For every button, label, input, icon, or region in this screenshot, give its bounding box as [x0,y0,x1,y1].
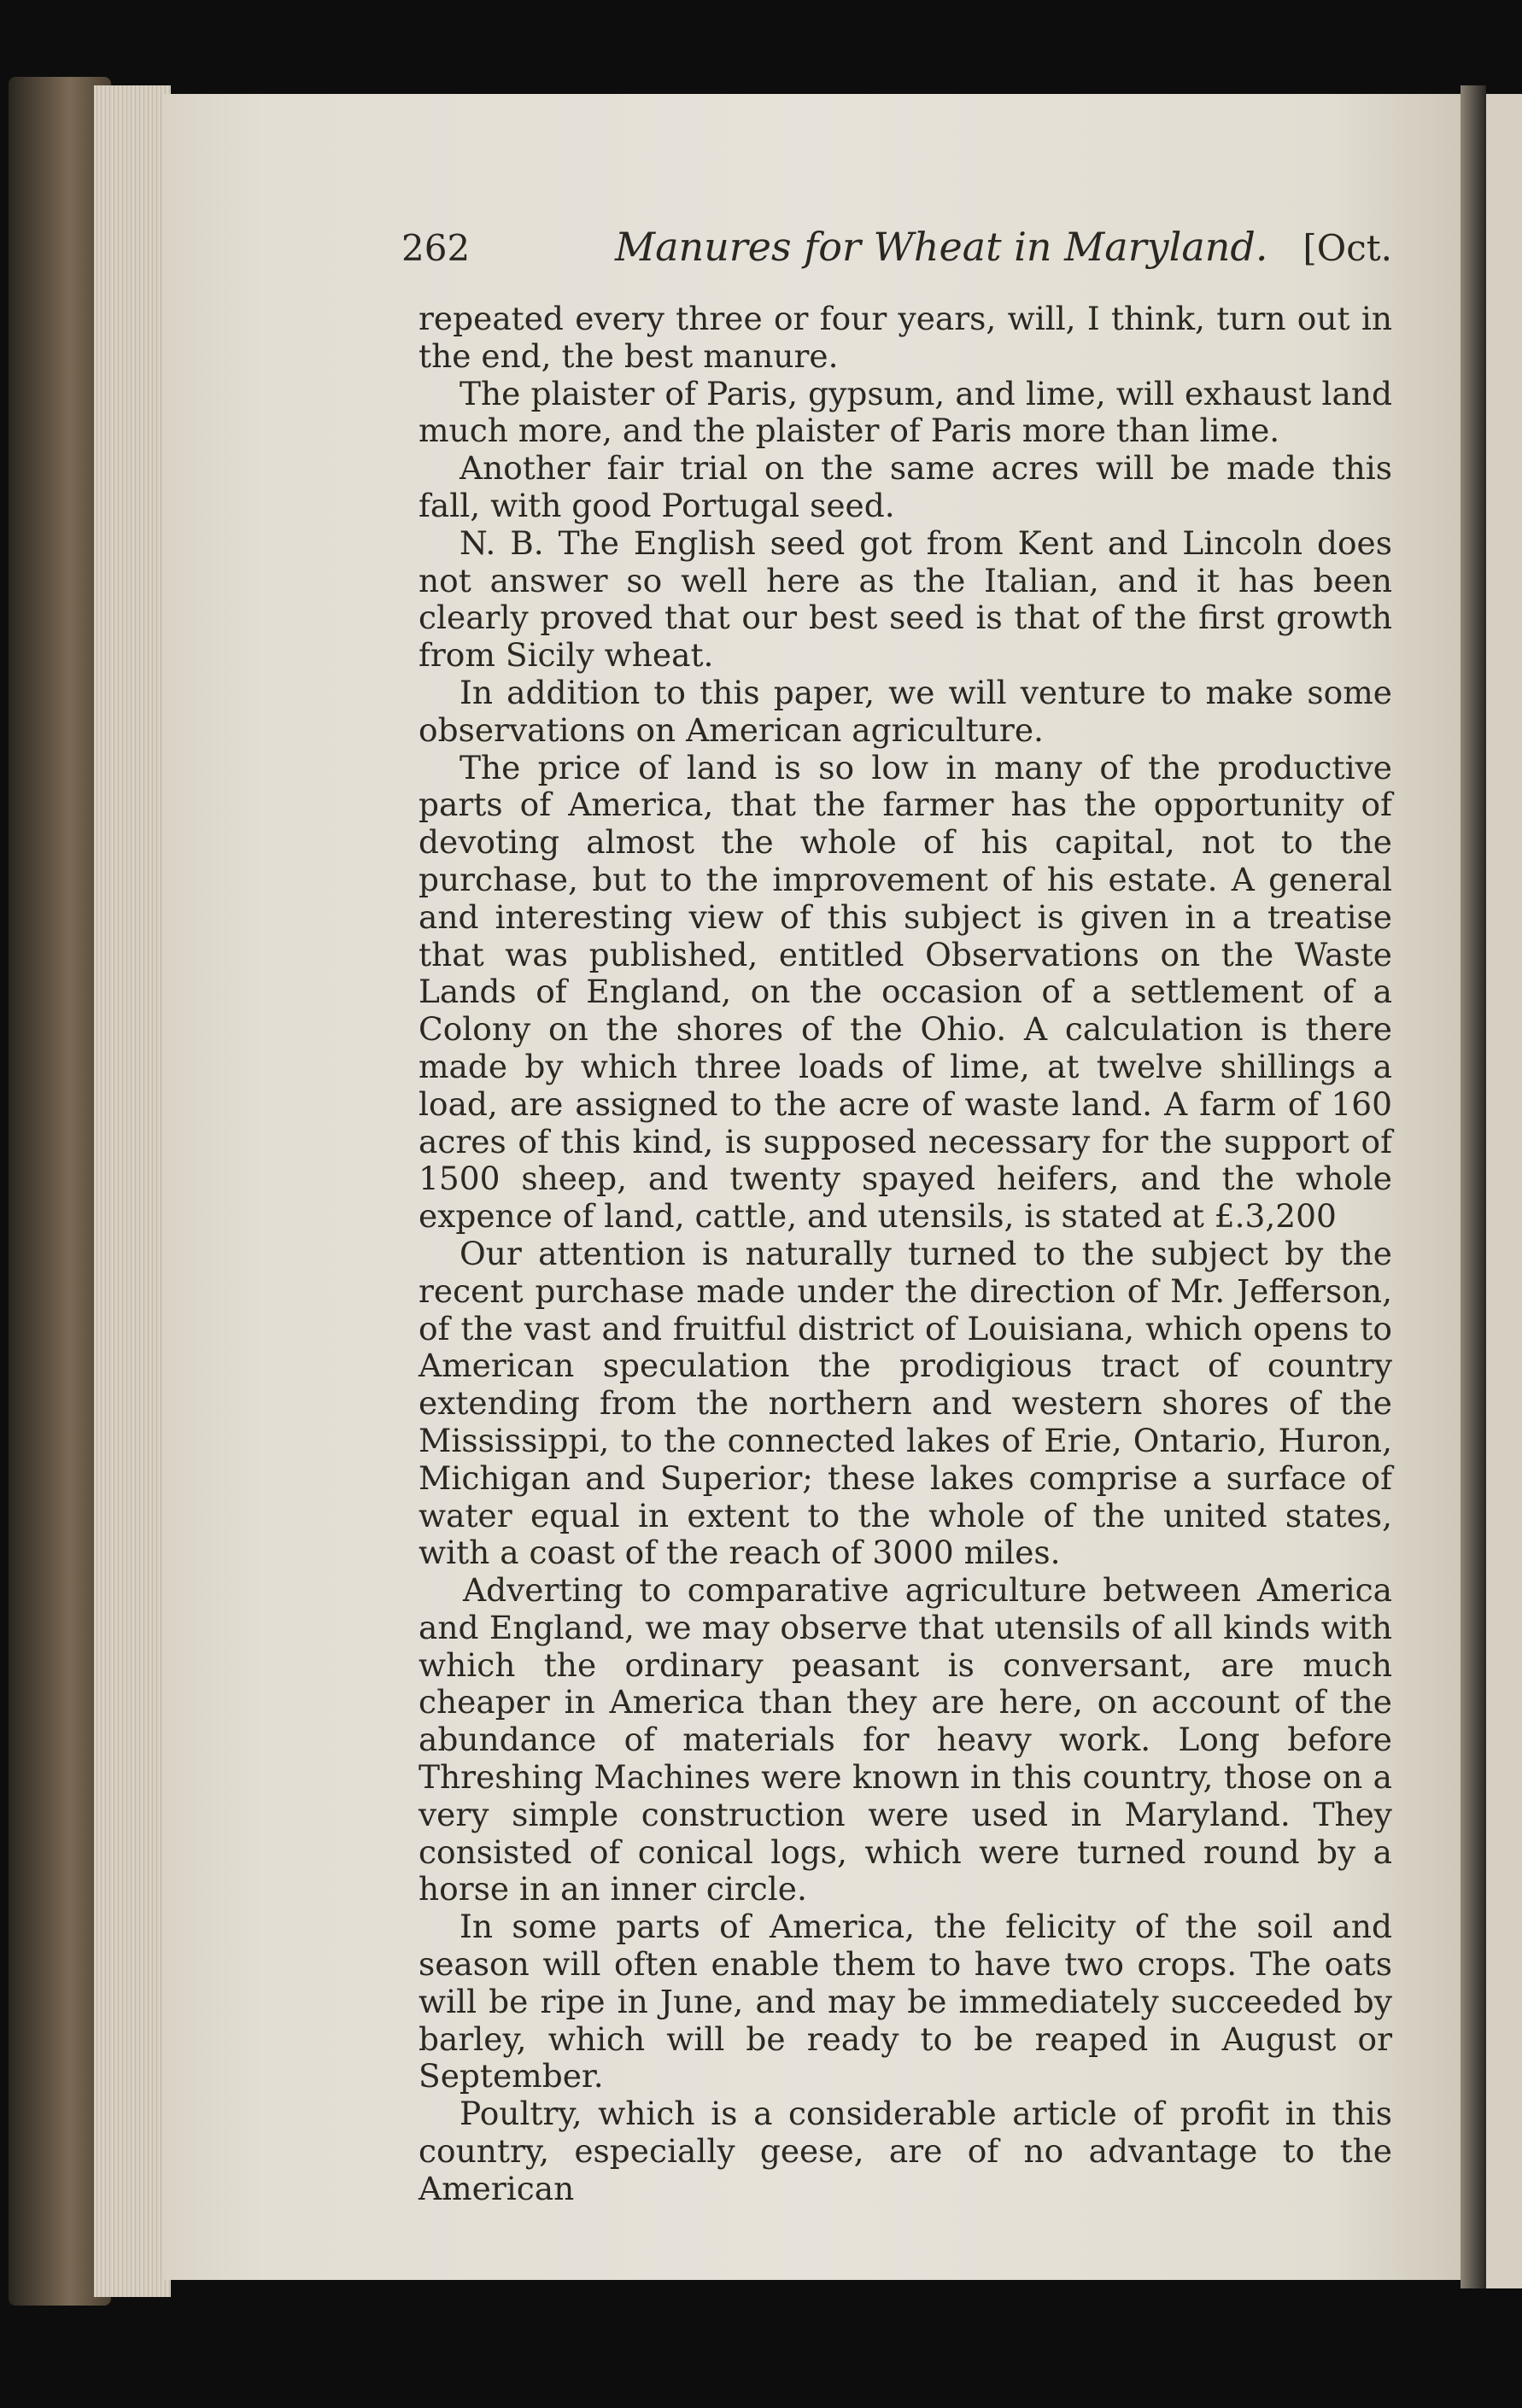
body-text [419,301,1392,2208]
running-month: [Oct. [1302,227,1392,269]
book-gutter [1461,85,1486,2288]
paragraph-8: Adverting to comparative agriculture between America and England, we may observe that utensils of all kinds with which the ordinary peasant is conversant, are much cheaper in America than they are here, on account of the abundance of materials for heavy work. Long before Threshing Machines were known in this country, those on a very simple construction were used in Maryland. They consisted of conical logs, which were turned round by a horse in an inner circle. [419,1571,1392,1908]
paragraph-5: In addition to this paper, we will venture to make some observations on American agriculture. [419,673,1392,749]
page-number: 262 [401,227,471,269]
paragraph-4: N. B. The English seed got from Kent and Lincoln does not answer so well here as the Italian, and it has been clearly proved that our best seed is that of the first growth from Sicily wheat. [419,523,1392,675]
paragraph-6: The price of land is so low in many of the productive parts of America, that the farmer has the opportunity of devoting almost the whole of his capital, not to the purchase, but to the improvement of his estate. A general and interesting view of this subject is given in a treatise that was published, entitled Observations on the Waste Lands of England, on the occasion of a settlement of a Colony on the shores of the Ohio. A calculation is there made by which three loads of lime, at twelve shillings a load, are assigned to the acre of waste land. A farm of 160 acres of this kind, is supposed necessary for the support of 1500 sheep, and twenty spayed heifers, and the whole expence of land, cattle, and utensils, is stated at £.3,200 [419,748,1392,1236]
page-header [401,224,1392,283]
paragraph-3: Another fair trial on the same acres will be made this fall, with good Portugal seed. [419,449,1392,524]
page-edges [94,85,171,2297]
paragraph-10: Poultry, which is a considerable article of profit in this country, especially geese, are of no advantage to the American [419,2095,1392,2207]
paragraph-9: In some parts of America, the felicity of the soil and season will often enable them to have two crops. The oats will be ripe in June, and may be immediately succeeded by barley, which will be ready to be reaped in August or September. [419,1908,1392,2095]
running-title: Manures for Wheat in Maryland. [615,224,1268,270]
paragraph-1: repeated every three or four years, will, I think, turn out in the end, the best manure. [419,300,1392,375]
paragraph-2: The plaister of Paris, gypsum, and lime, will exhaust land much more, and the plaister of Paris more than lime. [419,374,1392,450]
next-page-edge [1486,94,1522,2288]
paragraph-7: Our attention is naturally turned to the subject by the recent purchase made under the direction of Mr. Jefferson, of the vast and fruitful district of Louisiana, which opens to American speculation the prodigious tract of country extending from the northern and western shores of the Mississippi, to the connected lakes of Erie, Ontario, Huron, Michigan and Superior; these lakes comprise a surface of water equal in extent to the whole of the united states, with a coast of the reach of 3000 miles. [419,1234,1392,1572]
